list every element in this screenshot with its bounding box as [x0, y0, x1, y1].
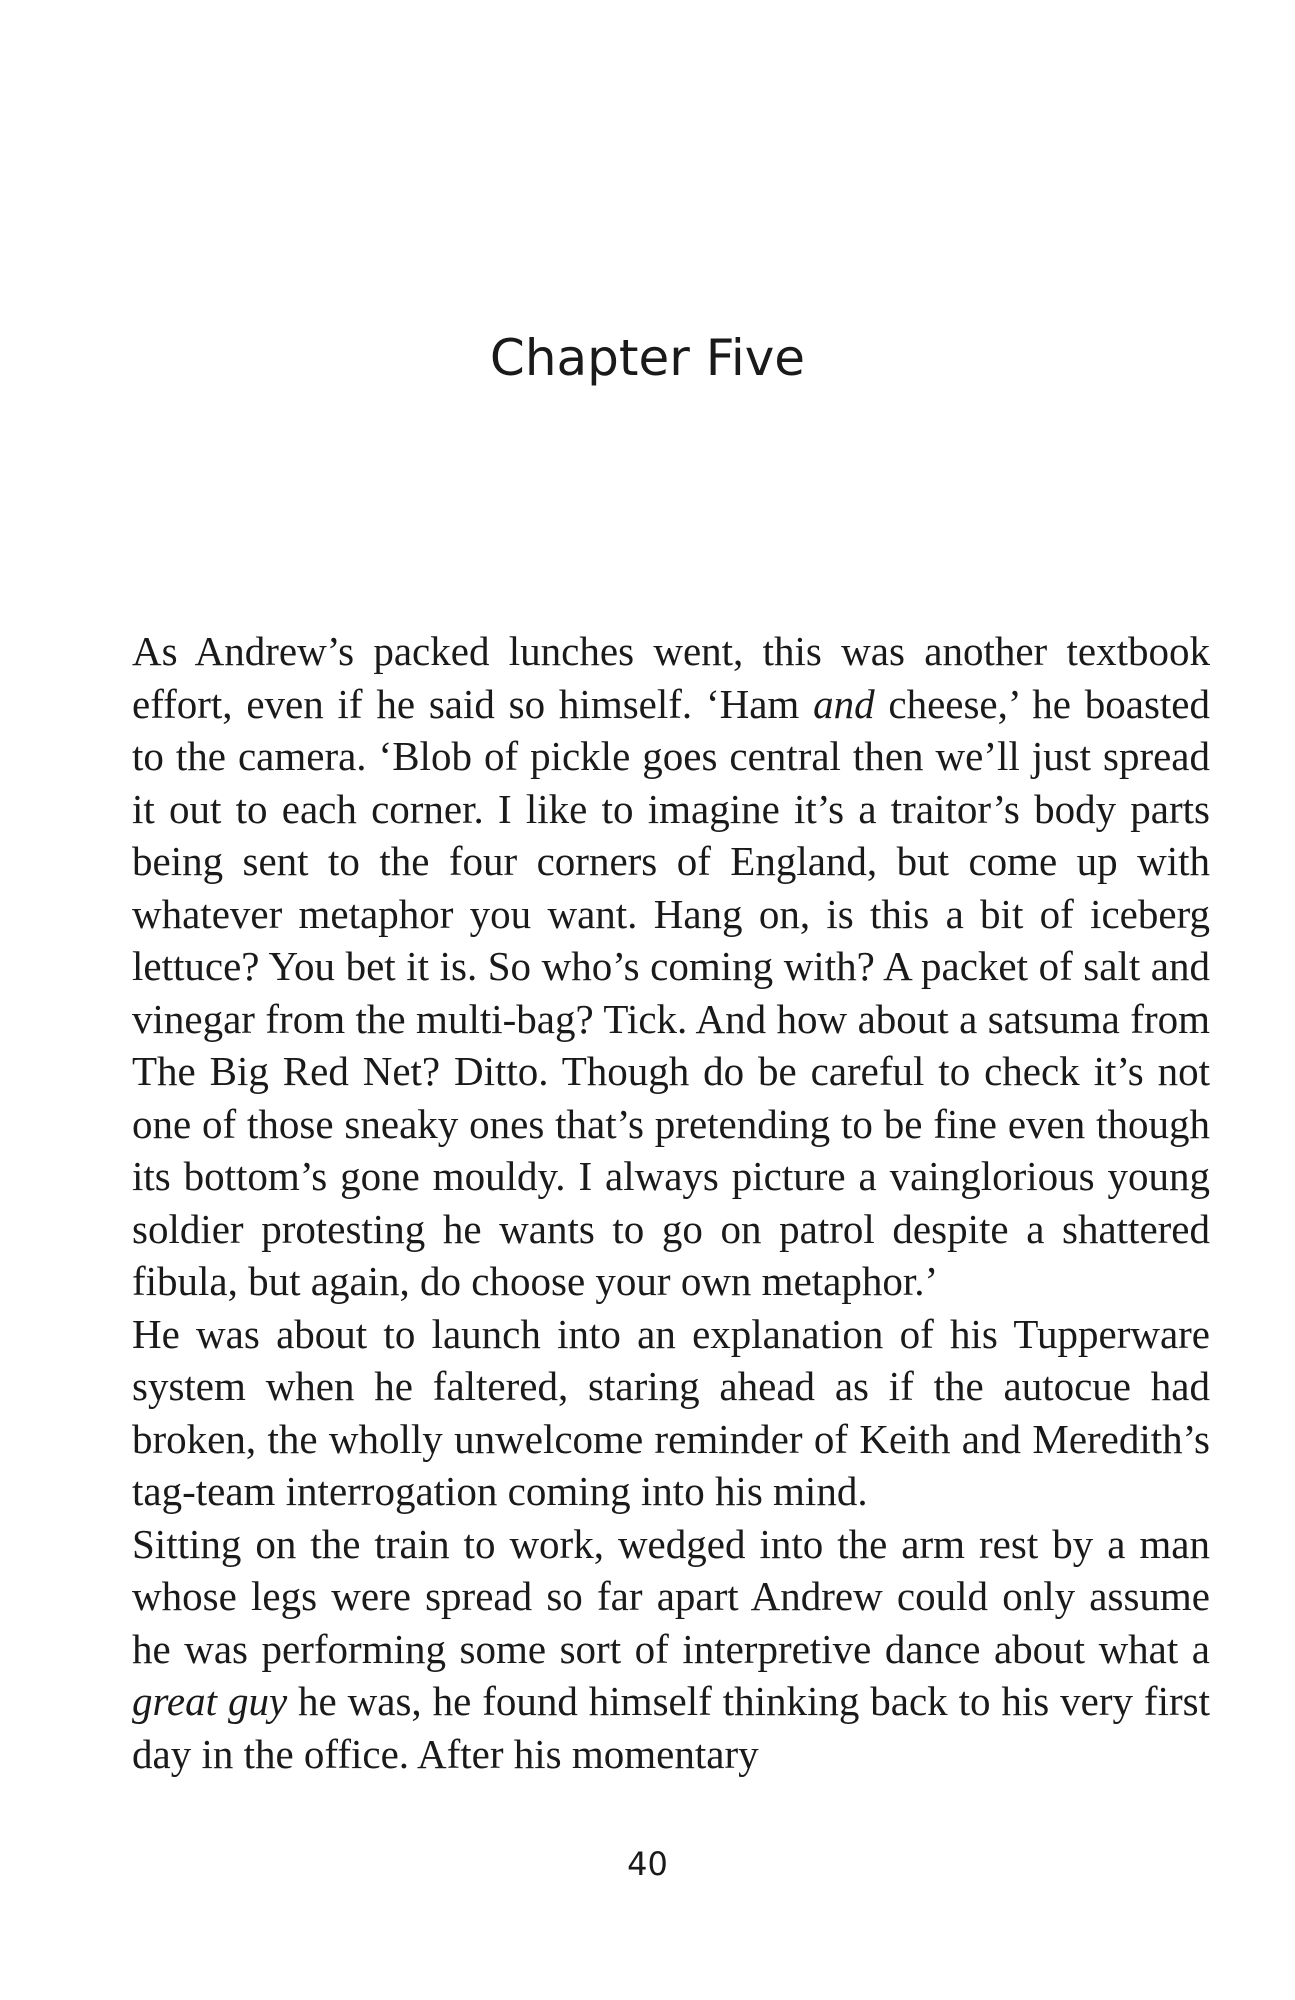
paragraph: [132, 1308, 1210, 1518]
text-segment-italic: and: [813, 680, 875, 727]
text-segment: As Andrew’s packed lunches went, this was another textbook effort, even if he said so himself. ‘Ham: [132, 628, 1210, 727]
paragraph: [132, 625, 1210, 1308]
chapter-body: [132, 625, 1210, 1780]
paragraph: [132, 1518, 1210, 1781]
text-segment: He was about to launch into an explanation of his Tupperware system when he faltered, staring ahead as if the autocue had broken, the wholly unwelcome reminder of Keith and Meredith’s tag-team interrogation coming into his mind.: [132, 1310, 1210, 1514]
text-segment: cheese,’ he boasted to the camera. ‘Blob of pickle goes central then we’ll just spread it out to each corner. I like to imagine it’s a traitor’s body parts being sent to the four corners of England, but come up with whatever metaphor you want. Hang on, is this a bit of iceberg lettuce? You bet it is. So who’s coming with? A packet of salt and vinegar from the multi-bag? Tick. And how about a satsuma from The Big Red Net? Ditto. Though do be careful to check it’s not one of those sneaky ones that’s pretending to be fine even though its bottom’s gone mouldy. I always picture a vainglorious young soldier protesting he wants to go on patrol despite a shattered fibula, but again, do choose your own metaphor.’: [132, 680, 1211, 1304]
text-segment: he was, he found himself thinking back to his very first day in the office. After his momentary: [132, 1678, 1210, 1777]
chapter-title: Chapter Five: [489, 328, 806, 387]
text-segment-italic: great guy: [132, 1678, 288, 1724]
text-segment: Sitting on the train to work, wedged into the arm rest by a man whose legs were spread so far apart Andrew could only assume he was performing some sort of interpretive dance about what a: [132, 1520, 1210, 1672]
page-number: 40: [627, 1845, 668, 1883]
